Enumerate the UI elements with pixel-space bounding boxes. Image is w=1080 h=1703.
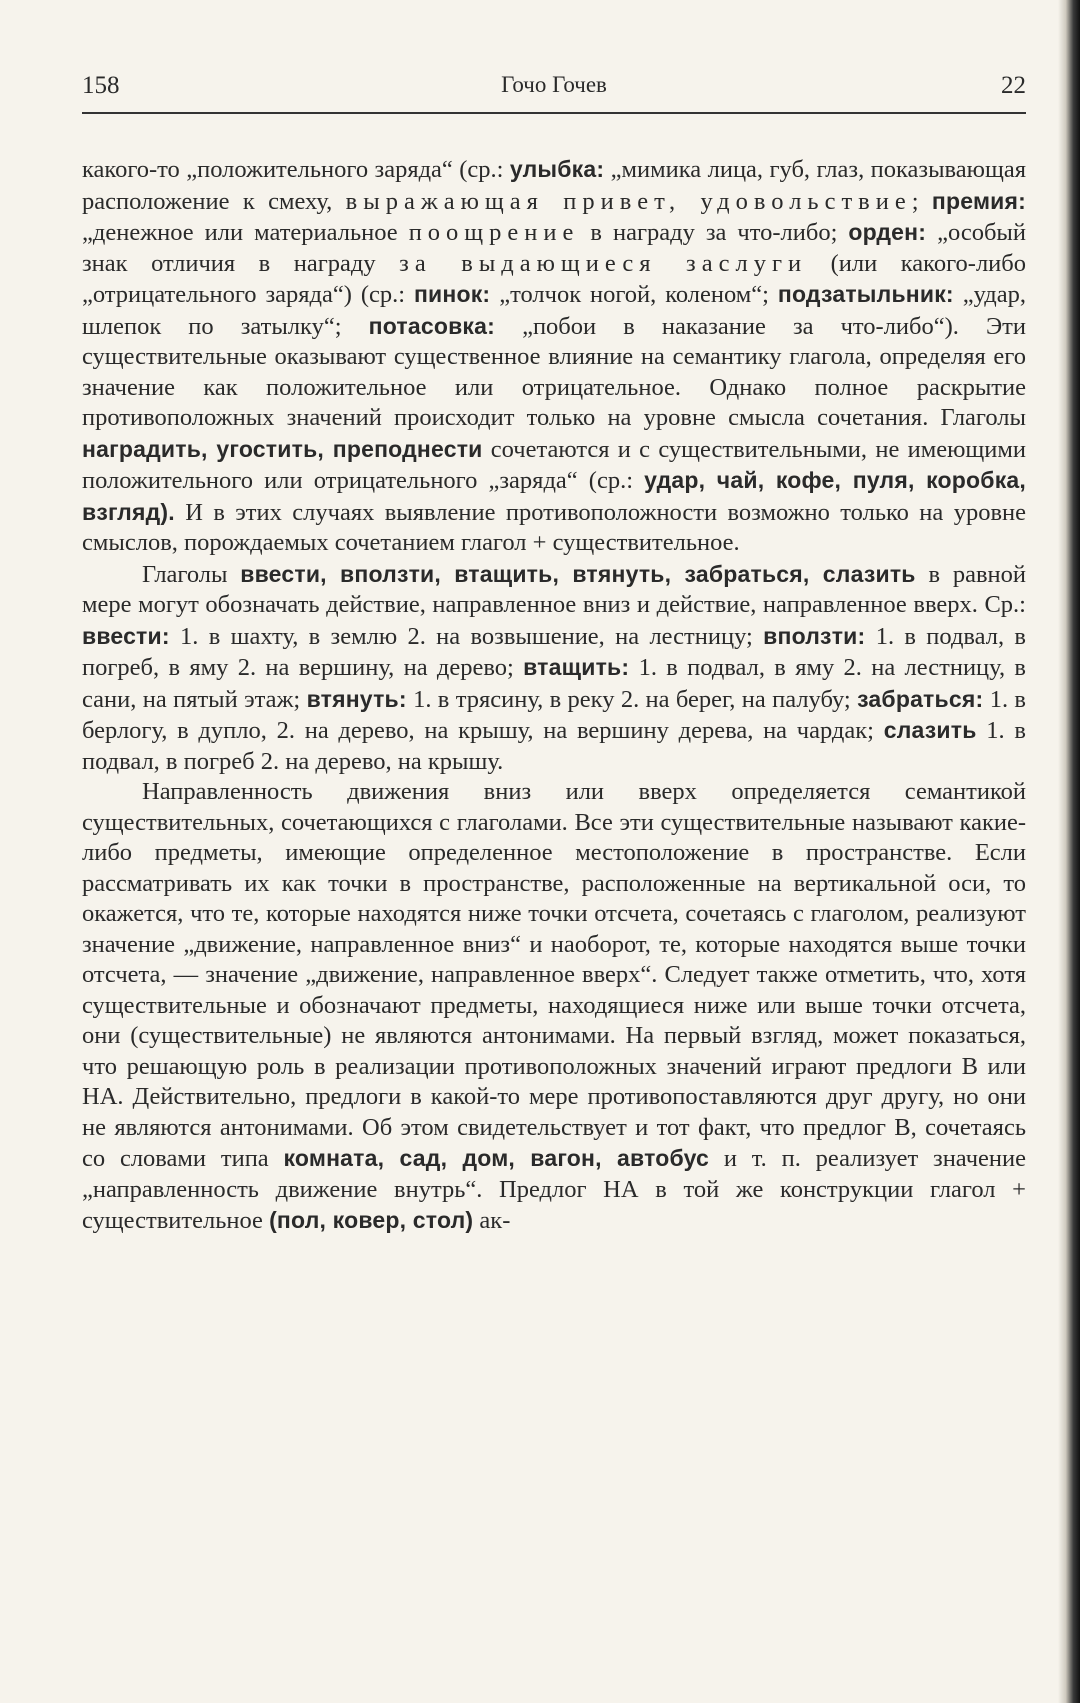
- page-number-left: 158: [82, 72, 120, 99]
- text-run: сочетаются и с существительными, не имеющими положительного или отрицательного „заряда“ (ср.:: [82, 435, 1026, 494]
- bold-term: втянуть:: [306, 685, 407, 712]
- bold-term: подзатыльник:: [777, 281, 954, 307]
- paragraph: [82, 154, 1026, 559]
- bold-term: пинок:: [413, 281, 491, 307]
- text-run: „денежное или материальное: [82, 219, 409, 246]
- spaced-emphasis: за выдающиеся заслуги: [399, 249, 808, 277]
- text-run: какого-то „положительного заряда“ (ср.:: [82, 156, 510, 183]
- running-title: Гочо Гочев: [501, 72, 607, 97]
- page-number-right: 22: [1001, 72, 1026, 99]
- text-run: Направленность движения вниз или вверх определяется семантикой существительных, сочетающихся с глаголами. Все эти существительные называют какие-либо предметы, имеющие определенное местоположение в пространстве. Если рассматривать их как точки в пространстве, расположенные на вертикальной оси, то окажется, что те, которые находятся ниже точки отсчета, сочетаясь с глаголом, реализуют значение „движение, направленное вниз“ и наоборот, те, которые находятся выше точки отсчета, — значение „движение, направленное вверх“. Следует также отметить, что, хотя существительные и обозначают предметы, находящиеся ниже или выше точки отсчета, они (существительные) не являются антонимами. На первый взгляд, может показаться, что решающую роль в реализации противоположных значений играют предлоги В или НА. Действительно, предлоги в какой-то мере противопоставляются друг другу, но они не являются антонимами. Об этом свидетельствует и тот факт, что предлог В, сочетаясь со словами типа: [82, 778, 1026, 1172]
- paragraph: [82, 777, 1026, 1237]
- text-run: 1. в подвал, в погреб 2. на дерево, на крышу.: [82, 717, 1026, 775]
- text-run: (или какого-либо „отрицательного заряда“) (ср.:: [82, 249, 1026, 308]
- text-run: „особый знак отличия в награду: [82, 219, 1027, 277]
- bold-term: комната, сад, дом, вагон, автобус: [283, 1145, 709, 1171]
- text-run: в награду за что-либо;: [579, 219, 849, 246]
- bold-term: удар, чай, кофе, пуля, коробка, взгляд).: [82, 467, 1026, 525]
- text-run: Глаголы: [142, 560, 241, 588]
- page-spine-edge: [1058, 0, 1080, 1703]
- bold-term: (пол, ковер, стол): [269, 1207, 474, 1233]
- text-run: ак-: [473, 1207, 511, 1234]
- text-run: ;: [911, 187, 932, 215]
- text-run: „побои в наказание за что-либо“). Эти существительные оказывают существенное влияние на семантику глагола, определяя его значение как положительное или отрицательное. Однако полное раскрытие противоположных значений происходит только на уровне смысла сочетания. Глаголы: [82, 312, 1026, 431]
- bold-term: наградить, угостить, преподнести: [82, 435, 483, 462]
- text-run: 1. в шахту, в землю 2. на возвышение, на лестницу;: [169, 622, 764, 650]
- spaced-emphasis: выражающая привет, удовольствие: [345, 187, 912, 215]
- bold-term: слазить: [883, 717, 977, 743]
- text-run: 1. в трясину, в реку 2. на берег, на палубу;: [406, 685, 858, 713]
- text-run: „удар, шлепок по затылку“;: [82, 281, 1027, 340]
- header-rule: [82, 112, 1026, 114]
- bold-term: улыбка:: [509, 156, 605, 182]
- bold-term: потасовка:: [368, 312, 495, 339]
- text-run: „мимика лица, губ, глаз, показывающая расположение к смеху,: [82, 156, 1026, 215]
- text-run: в равной мере могут обозначать действие, направленное вниз и действие, направленное вверх. Ср.:: [82, 560, 1026, 618]
- text-run: 1. в подвал, в погреб, в яму 2. на вершину, на дерево;: [82, 622, 1026, 681]
- bold-term: вползти:: [763, 622, 866, 649]
- paragraph: [82, 559, 1026, 778]
- text-run: „толчок ногой, коленом“;: [490, 281, 778, 308]
- text-run: 1. в подвал, в яму 2. на лестницу, в сани, на пятый этаж;: [82, 654, 1026, 713]
- bold-term: втащить:: [523, 654, 630, 680]
- text-run: И в этих случаях выявление противоположности возможно только на уровне смыслов, порождаемых сочетанием глагол + существительное.: [82, 498, 1026, 556]
- bold-term: орден:: [848, 219, 927, 245]
- bold-term: забраться:: [857, 685, 984, 712]
- bold-term: ввести:: [82, 622, 170, 649]
- page-header: [82, 72, 1026, 112]
- spaced-emphasis: поощрение: [408, 219, 580, 246]
- bold-term: премия:: [931, 187, 1026, 214]
- text-run: 1. в берлогу, в дупло, 2. на дерево, на крышу, на вершину дерева, на чардак;: [82, 685, 1026, 744]
- bold-term: ввести, вползти, втащить, втянуть, забраться, слазить: [240, 560, 916, 587]
- body-text: [82, 154, 1026, 1237]
- text-run: и т. п. реализует значение „направленность движение внутрь“. Предлог НА в той же конструкции глагол + существительное: [82, 1145, 1026, 1234]
